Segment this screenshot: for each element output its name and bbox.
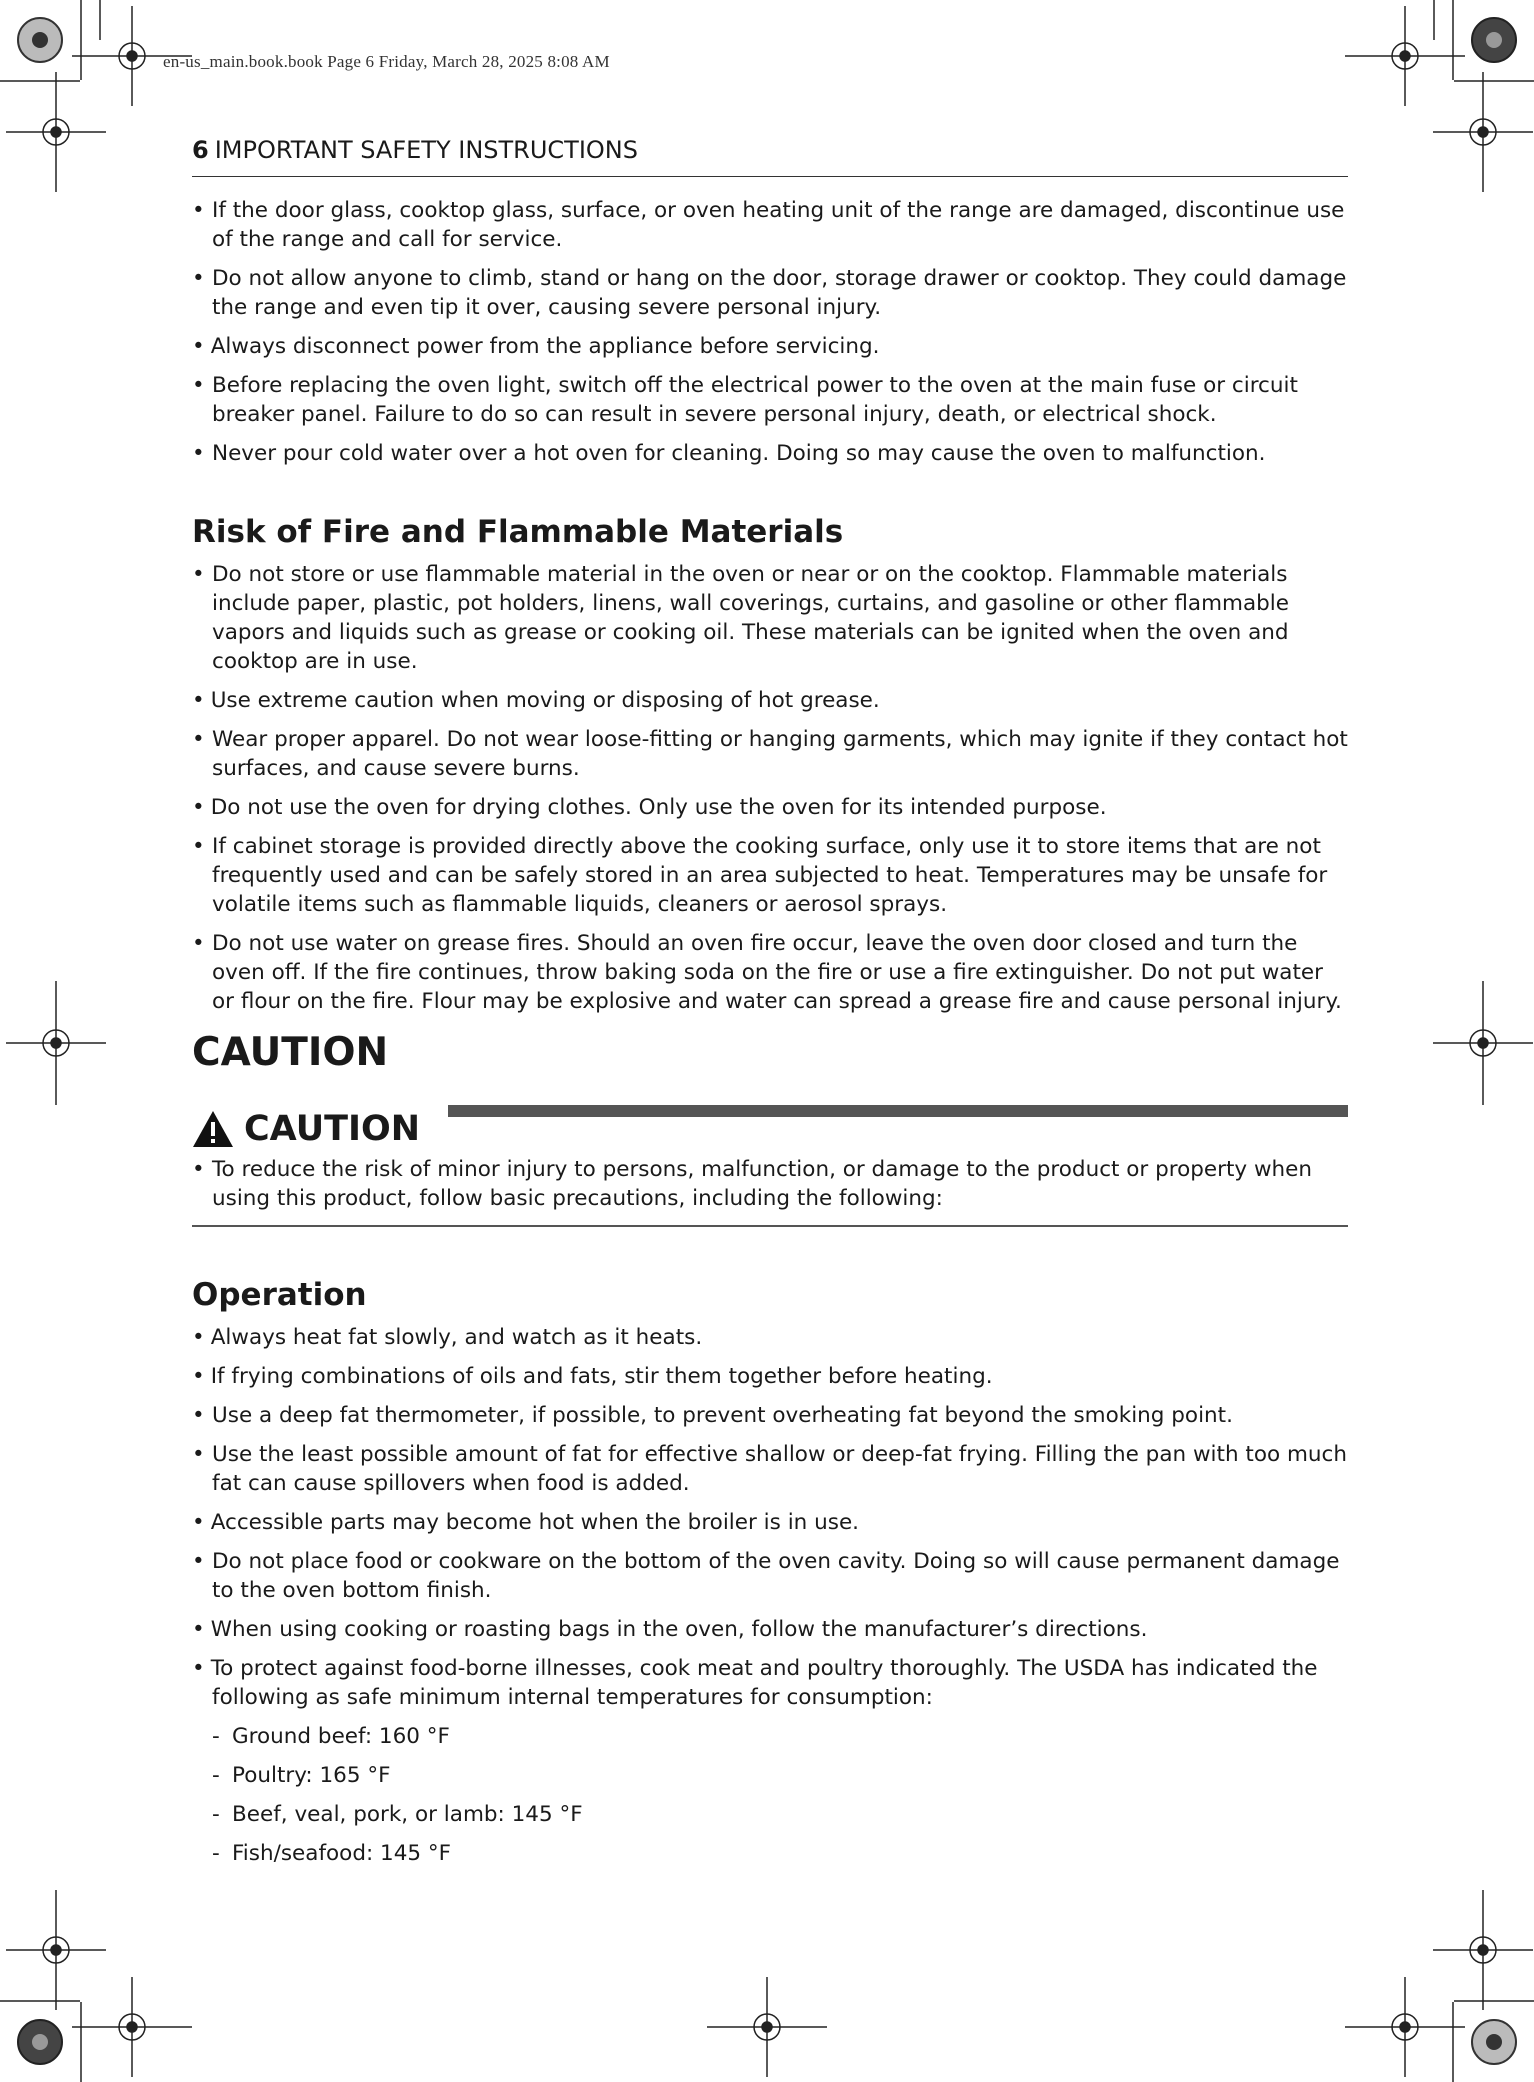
list-item: • When using cooking or roasting bags in the oven, follow the manufacturer’s directions. xyxy=(192,1615,1348,1644)
page-number: 6 xyxy=(192,136,209,164)
caution-box xyxy=(192,1103,1348,1227)
running-header xyxy=(192,136,1348,177)
list-item: • If the door glass, cooktop glass, surface, or oven heating unit of the range are damaged, discontinue use of the range and call for service. xyxy=(192,196,1348,254)
list-item: • Use a deep fat thermometer, if possible, to prevent overheating fat beyond the smoking point. xyxy=(192,1401,1348,1430)
warning-triangle-icon xyxy=(192,1110,234,1148)
list-item: • Do not place food or cookware on the bottom of the oven cavity. Doing so will cause permanent damage to the oven bottom finish. xyxy=(192,1547,1348,1605)
list-item: • Always heat fat slowly, and watch as it heats. xyxy=(192,1323,1348,1352)
temperature-list xyxy=(192,1722,1348,1868)
print-slug: en-us_main.book.book Page 6 Friday, March 28, 2025 8:08 AM xyxy=(163,52,610,71)
list-item: • Use extreme caution when moving or disposing of hot grease. xyxy=(192,686,1348,715)
fire-list xyxy=(192,560,1348,1016)
fire-section-heading: Risk of Fire and Flammable Materials xyxy=(192,514,844,550)
list-item: • Do not use water on grease fires. Should an oven fire occur, leave the oven door closed and turn the oven off. If the fire continues, throw baking soda on the fire or use a fire extinguisher. Do not put water or flour on the fire. Flour may be explosive and water can spread a grease fire and cause personal injury. xyxy=(192,929,1348,1016)
operation-heading: Operation xyxy=(192,1277,367,1313)
caution-heading: CAUTION xyxy=(192,1030,389,1075)
operation-list xyxy=(192,1323,1348,1712)
caution-bar xyxy=(448,1105,1348,1117)
list-item: • Use the least possible amount of fat for effective shallow or deep-fat frying. Filling the pan with too much fat can cause spillovers when food is added. xyxy=(192,1440,1348,1498)
list-item: • To protect against food-borne illnesses, cook meat and poultry thoroughly. The USDA has indicated the following as safe minimum internal temperatures for consumption: xyxy=(192,1654,1348,1712)
page-content xyxy=(192,196,1348,1878)
caution-rule xyxy=(192,1225,1348,1227)
list-item: • Wear proper apparel. Do not wear loose-fitting or hanging garments, which may ignite if they contact hot surfaces, and cause severe burns. xyxy=(192,725,1348,783)
temperature-item: - Beef, veal, pork, or lamb: 145 °F xyxy=(192,1800,1348,1829)
list-item: • Before replacing the oven light, switch off the electrical power to the oven at the main fuse or circuit breaker panel. Failure to do so can result in severe personal injury, death, or electrical shock. xyxy=(192,371,1348,429)
list-item: • Never pour cold water over a hot oven for cleaning. Doing so may cause the oven to malfunction. xyxy=(192,439,1348,468)
list-item: • To reduce the risk of minor injury to persons, malfunction, or damage to the product or property when using this product, follow basic precautions, including the following: xyxy=(192,1155,1348,1213)
temperature-item: - Ground beef: 160 °F xyxy=(192,1722,1348,1751)
temperature-item: - Fish/seafood: 145 °F xyxy=(192,1839,1348,1868)
temperature-item: - Poultry: 165 °F xyxy=(192,1761,1348,1790)
list-item: • Always disconnect power from the appliance before servicing. xyxy=(192,332,1348,361)
list-item: • If cabinet storage is provided directly above the cooking surface, only use it to store items that are not frequently used and can be safely stored in an area subjected to heat. Temperatures may be unsafe for volatile items such as flammable liquids, cleaners or aerosol sprays. xyxy=(192,832,1348,919)
header-title: IMPORTANT SAFETY INSTRUCTIONS xyxy=(214,136,638,164)
list-item: • Do not allow anyone to climb, stand or hang on the door, storage drawer or cooktop. They could damage the range and even tip it over, causing severe personal injury. xyxy=(192,264,1348,322)
list-item: • Accessible parts may become hot when the broiler is in use. xyxy=(192,1508,1348,1537)
list-item: • Do not use the oven for drying clothes. Only use the oven for its intended purpose. xyxy=(192,793,1348,822)
intro-list xyxy=(192,196,1348,468)
list-item: • If frying combinations of oils and fats, stir them together before heating. xyxy=(192,1362,1348,1391)
caution-box-label: CAUTION xyxy=(244,1109,421,1149)
list-item: • Do not store or use flammable material in the oven or near or on the cooktop. Flammable materials include paper, plastic, pot holders, linens, wall coverings, curtains, and gasoline or other flammable vapors and liquids such as grease or cooking oil. These materials can be ignited when the oven and cooktop are in use. xyxy=(192,560,1348,676)
caution-list xyxy=(192,1155,1348,1213)
